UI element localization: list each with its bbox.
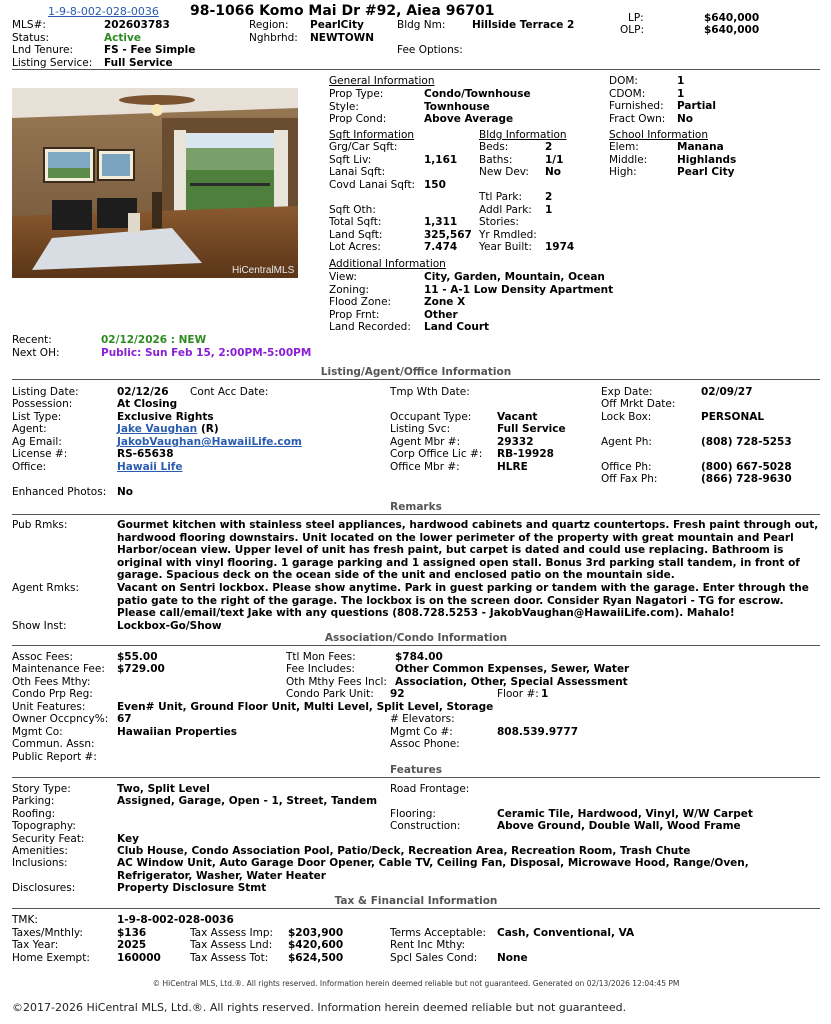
agent-remarks-label: Agent Rmks: bbox=[12, 582, 80, 594]
sqft-row-value: 1,161 bbox=[424, 154, 458, 166]
agent-remarks-text: Vacant on Sentri lockbox. Please show anytime. Park in guest parking or tandem with the garage. Enter through the patio gate to the right of the garage. The lockbox is on the screen door. Consider Ryan Nagatori - TG for escrow. Please call/email/text Jake with any questions (808.728.5253 - JakobVaughan@HawaiiLife.com). Mahalo! bbox=[117, 582, 809, 619]
sqft-row-label: Sqft Liv: bbox=[329, 154, 372, 166]
oth-mthy-fees-label: Oth Mthy Fees Incl: bbox=[286, 676, 387, 688]
pub-remarks-label: Pub Rmks: bbox=[12, 519, 68, 531]
exp-date-value: 02/09/27 bbox=[701, 386, 753, 398]
ttl-mon-fees-value: $784.00 bbox=[395, 651, 443, 663]
dom-row-label: Furnished: bbox=[609, 100, 664, 112]
assoc-fees-label: Assoc Fees: bbox=[12, 651, 74, 663]
tax-year-value: 2025 bbox=[117, 939, 147, 951]
public-report-label: Public Report #: bbox=[12, 751, 97, 763]
tax-assess-imp-label: Tax Assess Imp: bbox=[190, 927, 274, 939]
lockbox-label: Lock Box: bbox=[601, 411, 652, 423]
bldg-row-value: 2 bbox=[545, 141, 553, 153]
general-row-label: Prop Type: bbox=[329, 88, 384, 100]
agent-phone-value: (808) 728-5253 bbox=[701, 436, 792, 448]
tax-assess-imp-value: $203,900 bbox=[288, 927, 344, 939]
parking-value: Assigned, Garage, Open - 1, Street, Tandem bbox=[117, 795, 378, 807]
office-phone-label: Office Ph: bbox=[601, 461, 652, 473]
additional-row-label: View: bbox=[329, 271, 357, 283]
copyright-footer: ©2017-2026 HiCentral MLS, Ltd.®. All rights reserved. Information herein deemed reliable but not guaranteed. bbox=[12, 1001, 627, 1014]
agent-label: Agent: bbox=[12, 423, 47, 435]
condo-prp-reg-label: Condo Prp Reg: bbox=[12, 688, 93, 700]
bldg-value: Hillside Terrace 2 bbox=[472, 19, 575, 31]
security-value: Key bbox=[117, 833, 139, 845]
inclusions-label: Inclusions: bbox=[12, 857, 68, 869]
exp-date-label: Exp Date: bbox=[601, 386, 653, 398]
sqft-row-label: Total Sqft: bbox=[329, 216, 382, 228]
sqft-row-label: Sqft Oth: bbox=[329, 204, 376, 216]
tax-assess-tot-value: $624,500 bbox=[288, 952, 344, 964]
bldg-info-heading: Bldg Information bbox=[479, 129, 567, 141]
school-row-value: Manana bbox=[677, 141, 724, 153]
dom-row-value: Partial bbox=[677, 100, 716, 112]
association-divider bbox=[12, 645, 820, 646]
condo-park-unit-value: 92 bbox=[390, 688, 405, 700]
dom-row-value: 1 bbox=[677, 87, 685, 100]
construction-value: Above Ground, Double Wall, Wood Frame bbox=[497, 820, 741, 832]
construction-label: Construction: bbox=[390, 820, 461, 832]
fee-includes-label: Fee Includes: bbox=[286, 663, 355, 675]
office-fax-label: Off Fax Ph: bbox=[601, 473, 658, 485]
security-label: Security Feat: bbox=[12, 833, 85, 845]
taxes-monthly-label: Taxes/Mnthly: bbox=[12, 927, 83, 939]
bldg-row-value: No bbox=[545, 166, 562, 178]
parking-label: Parking: bbox=[12, 795, 55, 807]
tenure-label: Lnd Tenure: bbox=[12, 44, 73, 56]
list-type-label: List Type: bbox=[12, 411, 62, 423]
school-row-label: High: bbox=[609, 166, 637, 178]
office-link[interactable]: Hawaii Life bbox=[117, 461, 183, 473]
tax-assess-lnd-label: Tax Assess Lnd: bbox=[190, 939, 273, 951]
tax-assess-tot-label: Tax Assess Tot: bbox=[190, 952, 269, 964]
flooring-value: Ceramic Tile, Hardwood, Vinyl, W/W Carpet bbox=[497, 808, 753, 820]
possession-label: Possession: bbox=[12, 398, 73, 410]
additional-row-value: Land Court bbox=[424, 321, 490, 333]
bldg-row-label: Yr Rmdled: bbox=[479, 229, 537, 241]
school-row-label: Middle: bbox=[609, 153, 648, 166]
bldg-row-label: Ttl Park: bbox=[479, 191, 523, 203]
sqft-row-label: Land Sqft: bbox=[329, 229, 383, 241]
taxes-monthly-value: $136 bbox=[117, 927, 147, 939]
unit-features-label: Unit Features: bbox=[12, 701, 86, 713]
nghbrhd-value: NEWTOWN bbox=[310, 32, 374, 44]
spcl-sales-label: Spcl Sales Cond: bbox=[390, 952, 478, 964]
off-mrkt-label: Off Mrkt Date: bbox=[601, 398, 676, 410]
mgmt-co-number-label: Mgmt Co #: bbox=[390, 726, 453, 738]
story-type-label: Story Type: bbox=[12, 783, 71, 795]
topography-label: Topography: bbox=[12, 820, 76, 832]
mgmt-co-number-value: 808.539.9777 bbox=[497, 726, 579, 738]
tmk-value: 1-9-8-002-028-0036 bbox=[117, 914, 234, 926]
remarks-divider bbox=[12, 514, 820, 515]
ttl-mon-fees-label: Ttl Mon Fees: bbox=[286, 651, 356, 663]
nghbrhd-label: Nghbrhd: bbox=[249, 32, 298, 44]
dom-row-value: No bbox=[677, 112, 694, 125]
bldg-row-value: 1974 bbox=[545, 241, 575, 253]
terms-acceptable-label: Terms Acceptable: bbox=[390, 927, 487, 939]
lp-label: LP: bbox=[628, 12, 644, 24]
sqft-info-heading: Sqft Information bbox=[329, 129, 415, 141]
room-interior-image bbox=[12, 88, 298, 278]
amenities-label: Amenities: bbox=[12, 845, 68, 857]
features-section-heading: Features bbox=[390, 764, 442, 776]
features-divider bbox=[12, 777, 820, 778]
unit-features-value: Even# Unit, Ground Floor Unit, Multi Level, Split Level, Storage bbox=[117, 701, 494, 713]
general-row-value: Above Average bbox=[424, 113, 514, 125]
show-inst-value: Lockbox-Go/Show bbox=[117, 620, 222, 632]
dom-row-label: CDOM: bbox=[609, 87, 646, 100]
bldg-row-value: 2 bbox=[545, 191, 553, 203]
corp-lic-label: Corp Office Lic #: bbox=[390, 448, 483, 460]
rent-inc-label: Rent Inc Mthy: bbox=[390, 939, 466, 951]
possession-value: At Closing bbox=[117, 398, 178, 410]
additional-row-label: Land Recorded: bbox=[329, 321, 411, 333]
flooring-label: Flooring: bbox=[390, 808, 436, 820]
sqft-row-value: 1,311 bbox=[424, 216, 458, 228]
property-photo[interactable] bbox=[12, 88, 298, 278]
additional-row-value: Zone X bbox=[424, 296, 466, 308]
sqft-row-value: 325,567 bbox=[424, 229, 472, 241]
association-section-heading: Association/Condo Information bbox=[324, 632, 508, 644]
office-label: Office: bbox=[12, 461, 47, 473]
dom-row-value: 1 bbox=[677, 75, 685, 87]
school-row-value: Highlands bbox=[677, 153, 737, 166]
listing-date-label: Listing Date: bbox=[12, 386, 79, 398]
listing-svc-value: Full Service bbox=[497, 423, 566, 435]
tmp-wth-label: Tmp Wth Date: bbox=[390, 386, 470, 398]
sqft-row-label: Lot Acres: bbox=[329, 241, 381, 253]
license-value: RS-65638 bbox=[117, 448, 174, 460]
terms-acceptable-value: Cash, Conventional, VA bbox=[497, 927, 635, 939]
road-frontage-label: Road Frontage: bbox=[390, 783, 470, 795]
mgmt-co-label: Mgmt Co: bbox=[12, 726, 63, 738]
general-row-value: Condo/Townhouse bbox=[424, 88, 531, 100]
listing-service-label: Listing Service: bbox=[12, 57, 93, 69]
occupant-value: Vacant bbox=[497, 411, 538, 423]
listing-section-heading: Listing/Agent/Office Information bbox=[320, 366, 512, 378]
amenities-value: Club House, Condo Association Pool, Patio/Deck, Recreation Area, Recreation Room, Trash Chute bbox=[117, 845, 691, 857]
next-oh-label: Next OH: bbox=[12, 347, 60, 359]
home-exempt-label: Home Exempt: bbox=[12, 952, 90, 964]
general-info-heading: General Information bbox=[329, 75, 435, 87]
lp-value: $640,000 bbox=[704, 12, 760, 24]
next-oh-value: Public: Sun Feb 15, 2:00PM-5:00PM bbox=[101, 347, 312, 359]
remarks-section-heading: Remarks bbox=[390, 501, 442, 513]
additional-row-label: Zoning: bbox=[329, 283, 370, 296]
general-row-label: Prop Cond: bbox=[329, 113, 387, 125]
additional-info-heading: Additional Information bbox=[329, 258, 446, 270]
list-type-value: Exclusive Rights bbox=[117, 411, 214, 423]
enhanced-photos-value: No bbox=[117, 486, 134, 498]
generated-footer: © HiCentral MLS, Ltd.®. All rights reserved. Information herein deemed reliable but not guaranteed. Generated on 02/13/2026 12:04:45 PM bbox=[152, 979, 680, 988]
agent-phone-label: Agent Ph: bbox=[601, 436, 652, 448]
photo-watermark: HiCentralMLS bbox=[232, 265, 295, 276]
sqft-row-value: 7.474 bbox=[424, 241, 458, 253]
disclosures-value: Property Disclosure Stmt bbox=[117, 882, 267, 894]
bldg-row-label: Baths: bbox=[479, 154, 513, 166]
additional-row-value: Other bbox=[424, 308, 458, 321]
agent-mbr-label: Agent Mbr #: bbox=[390, 436, 461, 448]
dom-row-label: Fract Own: bbox=[609, 112, 666, 125]
office-fax-value: (866) 728-9630 bbox=[701, 473, 792, 485]
owner-occupancy-label: Owner Occpncy%: bbox=[12, 713, 109, 725]
mls-value: 202603783 bbox=[104, 19, 170, 31]
floor-value: 1 bbox=[541, 688, 549, 700]
dom-row-label: DOM: bbox=[609, 75, 638, 87]
sqft-row-label: Covd Lanai Sqft: bbox=[329, 179, 416, 191]
mgmt-co-value: Hawaiian Properties bbox=[117, 726, 237, 738]
oth-mthy-fees-value: Association, Other, Special Assessment bbox=[395, 676, 628, 688]
pub-remarks-text: Gourmet kitchen with stainless steel appliances, hardwood cabinets and quartz countertops. Fresh paint through out, hardwood flooring downstairs. Unit located on the lower perimeter of the property with great mountain and Pearl Harbor/ocean view. Upper level of unit has fresh paint, but carpet is dated and could use replacing. Bathroom is original with vinyl flooring. 1 garage parking and 1 assigned open stall. Bonus 3rd parking stall tandem, in front of garage. Spacious deck on the ocean side of the unit and enclosed patio on the mountain side. bbox=[117, 519, 819, 581]
bldg-row-label: Addl Park: bbox=[479, 204, 532, 216]
property-address: 98-1066 Komo Mai Dr #92, Aiea 96701 bbox=[190, 3, 495, 19]
mls-label: MLS#: bbox=[12, 19, 46, 31]
oth-fees-label: Oth Fees Mthy: bbox=[12, 676, 91, 688]
tax-section-heading: Tax & Financial Information bbox=[334, 895, 498, 907]
tmk-label: TMK: bbox=[12, 914, 38, 926]
additional-row-value: City, Garden, Mountain, Ocean bbox=[424, 271, 605, 283]
enhanced-photos-label: Enhanced Photos: bbox=[12, 486, 107, 498]
bldg-row-label: Year Built: bbox=[479, 241, 532, 253]
condo-park-unit-label: Condo Park Unit: bbox=[286, 688, 374, 700]
assoc-fees-value: $55.00 bbox=[117, 651, 158, 663]
home-exempt-value: 160000 bbox=[117, 952, 161, 964]
school-row-label: Elem: bbox=[609, 141, 639, 153]
story-type-value: Two, Split Level bbox=[117, 783, 210, 795]
office-mbr-value: HLRE bbox=[497, 461, 528, 473]
status-label: Status: bbox=[12, 32, 49, 44]
license-label: License #: bbox=[12, 448, 68, 460]
cont-acc-label: Cont Acc Date: bbox=[190, 386, 269, 398]
general-row-label: Style: bbox=[329, 100, 359, 113]
lockbox-value: PERSONAL bbox=[701, 411, 765, 423]
olp-value: $640,000 bbox=[704, 24, 760, 36]
region-value: PearlCity bbox=[310, 19, 364, 31]
listing-svc-label: Listing Svc: bbox=[390, 423, 451, 435]
bldg-row-value: 1/1 bbox=[545, 154, 564, 166]
roofing-label: Roofing: bbox=[12, 808, 56, 820]
general-row-value: Townhouse bbox=[424, 100, 490, 113]
bldg-row-label: Stories: bbox=[479, 216, 519, 228]
school-row-value: Pearl City bbox=[677, 166, 735, 178]
tmk-link[interactable]: 1-9-8-002-028-0036 bbox=[48, 5, 159, 18]
agent-suffix: (R) bbox=[201, 423, 219, 435]
tax-assess-lnd-value: $420,600 bbox=[288, 939, 344, 951]
corp-lic-value: RB-19928 bbox=[497, 448, 554, 460]
inclusions-value: AC Window Unit, Auto Garage Door Opener, Cable TV, Ceiling Fan, Disposal, Microwave Hood, Range/Oven, Refrigerator, Washer, Water Heater bbox=[117, 857, 749, 882]
sqft-row-value: 150 bbox=[424, 179, 446, 191]
bldg-label: Bldg Nm: bbox=[397, 19, 446, 31]
elevators-label: # Elevators: bbox=[390, 713, 455, 725]
recent-value: 02/12/2026 : NEW bbox=[101, 334, 207, 346]
commun-assn-label: Commun. Assn: bbox=[12, 738, 95, 750]
agent-name-link[interactable]: Jake Vaughan bbox=[117, 423, 198, 435]
maintenance-fee-label: Maintenance Fee: bbox=[12, 663, 105, 675]
occupant-label: Occupant Type: bbox=[390, 411, 472, 423]
agent-email-link[interactable]: JakobVaughan@HawaiiLife.com bbox=[117, 436, 302, 448]
fee-options-label: Fee Options: bbox=[397, 44, 463, 56]
office-phone-value: (800) 667-5028 bbox=[701, 461, 792, 473]
agent-mbr-value: 29332 bbox=[497, 436, 534, 448]
status-value: Active bbox=[104, 32, 141, 44]
additional-row-label: Prop Frnt: bbox=[329, 308, 380, 321]
sqft-row-label: Lanai Sqft: bbox=[329, 166, 386, 178]
floor-label: Floor #: bbox=[497, 688, 539, 700]
header-divider bbox=[12, 69, 820, 70]
fee-includes-value: Other Common Expenses, Sewer, Water bbox=[395, 663, 630, 675]
additional-row-label: Flood Zone: bbox=[329, 296, 392, 308]
tax-divider bbox=[12, 908, 820, 909]
show-inst-label: Show Inst: bbox=[12, 620, 67, 632]
bldg-row-label: Beds: bbox=[479, 141, 509, 153]
spcl-sales-value: None bbox=[497, 952, 528, 964]
sqft-row-label: Grg/Car Sqft: bbox=[329, 141, 398, 153]
disclosures-label: Disclosures: bbox=[12, 882, 76, 894]
assoc-phone-label: Assoc Phone: bbox=[390, 738, 460, 750]
listing-date-value: 02/12/26 bbox=[117, 386, 169, 398]
olp-label: OLP: bbox=[620, 24, 644, 36]
school-info-heading: School Information bbox=[609, 129, 708, 141]
bldg-row-value: 1 bbox=[545, 204, 553, 216]
office-mbr-label: Office Mbr #: bbox=[390, 461, 460, 473]
owner-occupancy-value: 67 bbox=[117, 713, 132, 725]
region-label: Region: bbox=[249, 19, 289, 31]
additional-row-value: 11 - A-1 Low Density Apartment bbox=[424, 283, 614, 296]
agent-email-label: Ag Email: bbox=[12, 436, 62, 448]
bldg-row-label: New Dev: bbox=[479, 166, 529, 178]
recent-label: Recent: bbox=[12, 334, 52, 346]
listing-service-value: Full Service bbox=[104, 57, 173, 69]
maintenance-fee-value: $729.00 bbox=[117, 663, 165, 675]
listing-divider bbox=[12, 379, 820, 380]
tax-year-label: Tax Year: bbox=[12, 939, 59, 951]
tenure-value: FS - Fee Simple bbox=[104, 44, 196, 56]
